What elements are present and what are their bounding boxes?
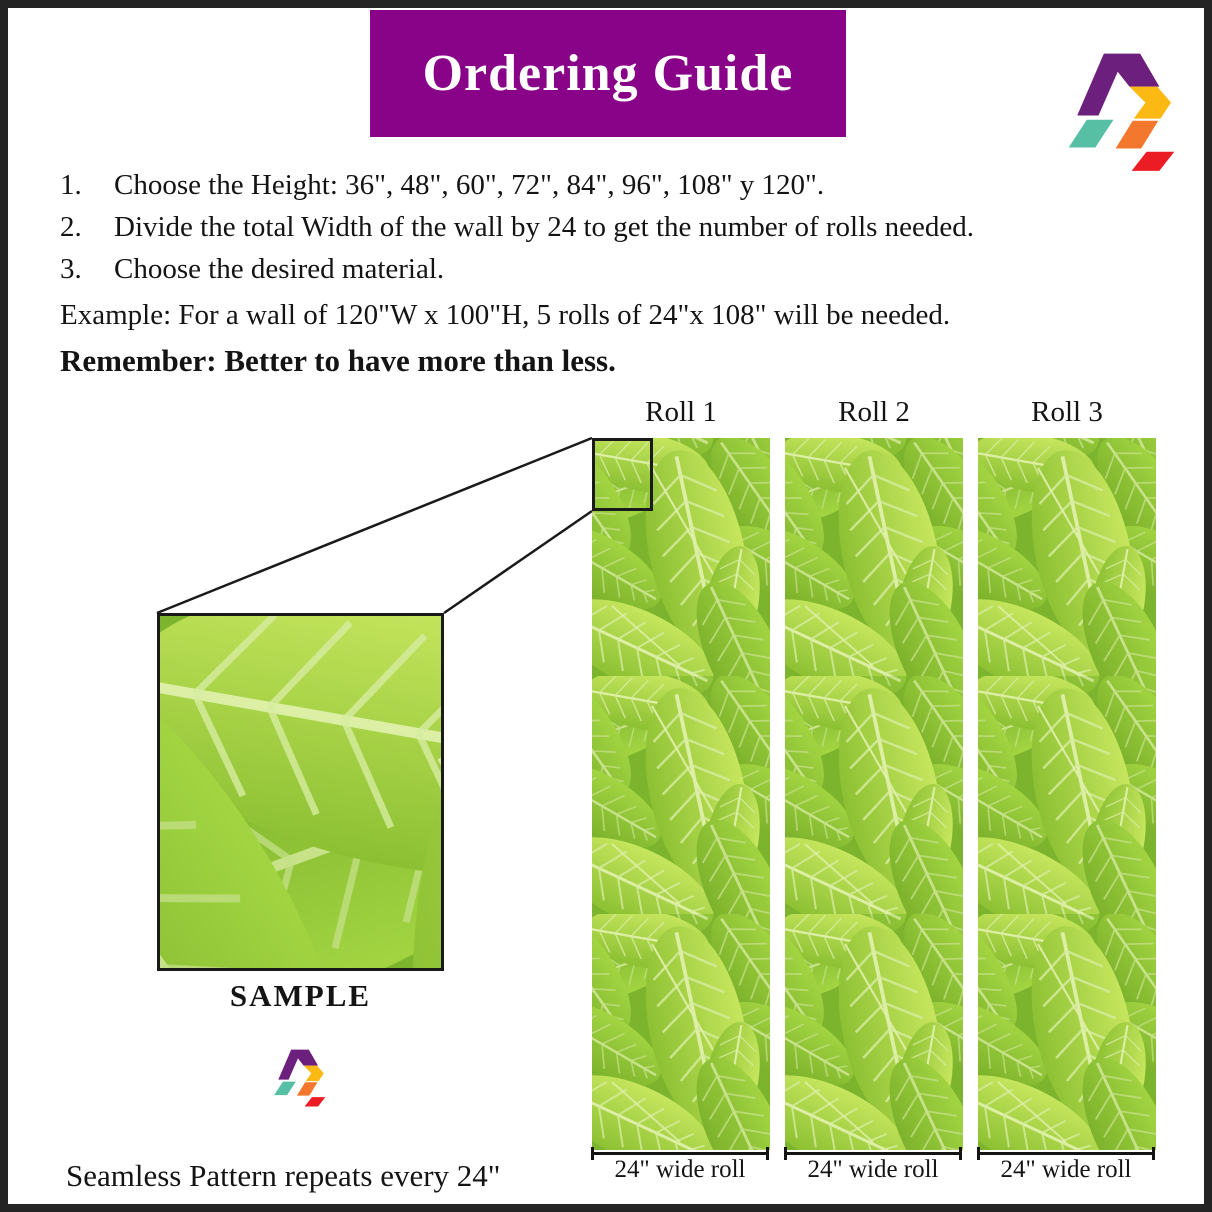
roll-2-label: Roll 2 <box>838 396 910 428</box>
instructions-block <box>60 164 1180 383</box>
roll-1-label: Roll 1 <box>645 396 717 428</box>
instruction-item <box>60 164 1180 206</box>
sample-pattern <box>160 616 441 968</box>
instruction-item <box>60 248 1180 290</box>
pattern-highlight-rect <box>592 438 653 511</box>
item-text: Choose the Height: 36", 48", 60", 72", 84", 96", 108" y 120". <box>114 169 825 201</box>
dimension-line <box>787 1152 959 1155</box>
example-text: Example: For a wall of 120"W x 100"H, 5 rolls of 24"x 108" will be needed. <box>60 299 951 331</box>
dimension-line <box>594 1152 766 1155</box>
brand-logo-small-icon <box>269 1044 331 1108</box>
item-text: Choose the desired material. <box>114 253 445 285</box>
roll-2-width-label: 24" wide roll <box>807 1156 939 1183</box>
roll-3-width-label: 24" wide roll <box>1000 1156 1132 1183</box>
header-banner <box>370 10 846 137</box>
dimension-line <box>980 1152 1152 1155</box>
brand-logo-icon <box>1058 44 1186 172</box>
remember-text: Remember: Better to have more than less. <box>60 343 616 378</box>
roll-1-width-label: 24" wide roll <box>614 1156 746 1183</box>
sample-image <box>157 613 444 971</box>
item-text: Divide the total Width of the wall by 24 to get the number of rolls needed. <box>114 211 975 243</box>
page-title: Ordering Guide <box>422 45 794 102</box>
item-number: 2. <box>60 211 82 243</box>
seamless-note: Seamless Pattern repeats every 24" <box>66 1158 501 1193</box>
zoom-callout-lines <box>148 433 608 619</box>
roll-3-label: Roll 3 <box>1031 396 1103 428</box>
sample-label: SAMPLE <box>229 978 372 1013</box>
item-number: 3. <box>60 253 82 285</box>
roll-2-image <box>785 438 963 1150</box>
item-number: 1. <box>60 169 82 201</box>
roll-3-image <box>978 438 1156 1150</box>
instruction-item <box>60 206 1180 248</box>
roll-1-image <box>592 438 770 1150</box>
